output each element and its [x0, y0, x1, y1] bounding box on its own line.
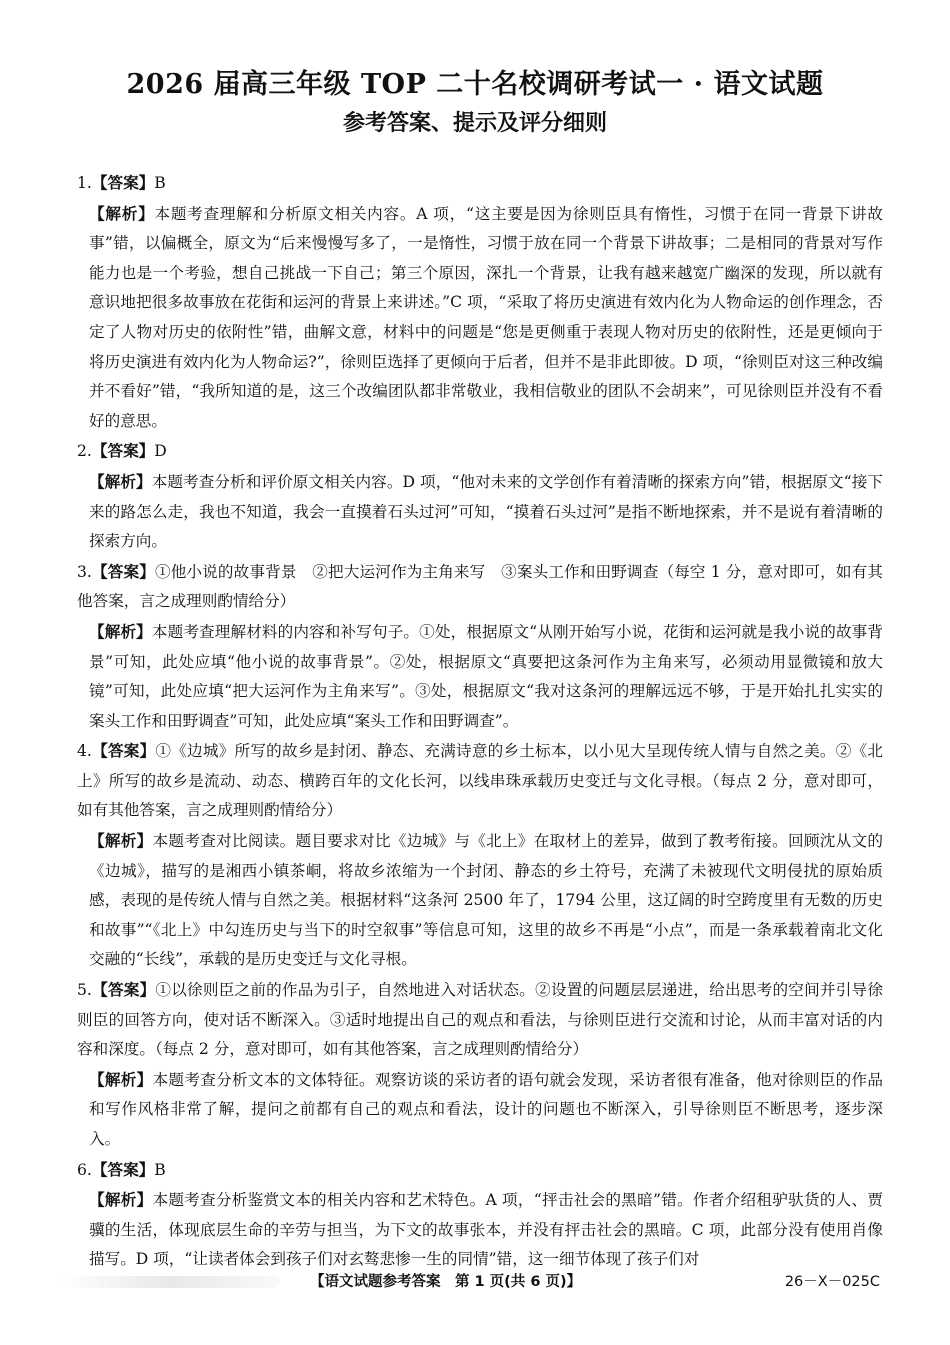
answer-text: ①以徐则臣之前的作品为引子，自然地进入对话状态。②设置的问题层层递进，给出思考的空间并引导徐则臣的回答方向，使对话不断深入。③适时地提出自己的观点和看法，与徐则臣进行交流和讨论，从而丰富对话的内容和深度。（每点 2 分，意对即可，如有其他答案，言之成理则酌情给分） — [77, 981, 883, 1059]
analysis-label: 【解析】 — [89, 1190, 153, 1210]
answer-text: ①《边城》所写的故乡是封闭、静态、充满诗意的乡土标本，以小见大呈现传统人情与自然之美。②《北上》所写的故乡是流动、动态、横跨百年的文化长河，以线串珠承载历史变迁与文化寻根。（每点 2 分，意对即可，如有其他答案，言之成理则酌情给分） — [77, 742, 883, 820]
question-answer-line — [77, 436, 883, 467]
analysis-text: 本题考查理解和分析原文相关内容。A 项，“这主要是因为徐则臣具有惰性，习惯于在同一背景下讲故事”错，以偏概全，原文为“后来慢慢写多了，一是惰性，习惯于放在同一个背景下讲故事；二是相同的背景对写作能力也是一个考验，想自己挑战一下自己；第三个原因，深扎一个背景，让我有越来越宽广幽深的发现，所以就有意识地把很多故事放在花街和运河的背景上来讲述。”C 项，“采取了将历史演进有效内化为人物命运的创作理念，否定了人物对历史的依附性”错，曲解文意，材料中的问题是“您是更侧重于表现人物对历史的依附性，还是更倾向于将历史演进有效内化为人物命运?”，徐则臣选择了更倾向于后者，但并不是非此即彼。D 项，“徐则臣对这三种改编并不看好”错，“我所知道的是，这三个改编团队都非常敬业，我相信敬业的团队不会胡来”，可见徐则臣并没有不看好的意思。 — [89, 204, 883, 430]
question-4 — [77, 736, 883, 975]
answer-text: D — [154, 442, 167, 461]
question-number: 4. — [77, 742, 92, 761]
answer-label: 【答案】 — [91, 980, 156, 1000]
question-number: 3. — [77, 562, 92, 581]
question-answer-line — [77, 975, 883, 1065]
answer-text: B — [154, 174, 166, 192]
question-answer-line — [77, 557, 883, 617]
answer-label: 【答案】 — [91, 561, 155, 581]
analysis-label: 【解析】 — [89, 621, 152, 641]
footer-code: 26－X－025C — [784, 1274, 880, 1290]
answer-label: 【答案】 — [91, 441, 155, 461]
page-footer — [0, 1270, 950, 1300]
document-title: 2026 届高三年级 TOP 二十名校调研考试一 · 语文试题 — [126, 69, 824, 100]
analysis-text: 本题考查理解材料的内容和补写句子。①处，根据原文“从刚开始写小说，花街和运河就是我小说的故事背景”可知，此处应填“他小说的故事背景”。②处，根据原文“真要把这条河作为主角来写，必须动用显微镜和放大镜”可知，此处应填“把大运河作为主角来写”。③处，根据原文“我对这条河的理解远远不够，于是开始扎扎实实的案头工作和田野调查”可知，此处应填“案头工作和田野调查”。 — [89, 622, 883, 730]
answer-label: 【答案】 — [91, 173, 155, 192]
analysis-paragraph — [77, 617, 883, 736]
analysis-label: 【解析】 — [89, 1069, 153, 1089]
answer-text: B — [154, 1160, 166, 1179]
question-answer-line — [77, 1155, 883, 1186]
footer-page-info: 【语文试题参考答案 第 1 页(共 6 页)】 — [310, 1274, 582, 1290]
analysis-paragraph — [77, 467, 883, 557]
analysis-paragraph — [77, 1065, 883, 1155]
question-6 — [77, 1155, 883, 1275]
analysis-label: 【解析】 — [89, 203, 155, 223]
question-number: 1. — [77, 174, 92, 192]
answer-label: 【答案】 — [91, 741, 156, 761]
question-number: 2. — [77, 442, 92, 461]
question-answer-line — [77, 168, 883, 199]
analysis-text: 本题考查对比阅读。题目要求对比《边城》与《北上》在取材上的差异，做到了教考衔接。回顾沈从文的《边城》，描写的是湘西小镇茶峒，将故乡浓缩为一个封闭、静态的乡土符号，充满了未被现代文明侵扰的原始质感，表现的是传统人情与自然之美。根据材料“这条河 2500 年了，1794 公里，这辽阔的时空跨度里有无数的历史和故事”“《北上》中勾连历史与当下的时空叙事”等信息可知，这里的故乡不再是“小点”，而是一条承载着南北文化交融的“长线”，承载的是历史变迁与文化寻根。 — [89, 832, 883, 969]
analysis-paragraph — [77, 826, 883, 975]
analysis-paragraph — [77, 1185, 883, 1275]
question-2 — [77, 436, 883, 556]
analysis-text: 本题考查分析和评价原文相关内容。D 项，“他对未来的文学创作有着清晰的探索方向”错，根据原文“接下来的路怎么走，我也不知道，我会一直摸着石头过河”可知，“摸着石头过河”是指不断地探索，并不是说有着清晰的探索方向。 — [89, 472, 883, 551]
question-1 — [77, 168, 883, 436]
answer-content — [77, 168, 883, 1275]
analysis-paragraph — [77, 199, 883, 437]
answer-label: 【答案】 — [91, 1159, 155, 1179]
question-number: 6. — [77, 1160, 92, 1179]
question-answer-line — [77, 736, 883, 826]
answer-text: ①他小说的故事背景 ②把大运河作为主角来写 ③案头工作和田野调查（每空 1 分，意对即可，如有其他答案，言之成理则酌情给分） — [77, 562, 883, 611]
analysis-text: 本题考查分析文本的文体特征。观察访谈的采访者的语句就会发现，采访者很有准备，他对徐则臣的作品和写作风格非常了解，提问之前都有自己的观点和看法，设计的问题也不断深入，引导徐则臣不断思考，逐步深入。 — [89, 1070, 883, 1148]
question-3 — [77, 557, 883, 737]
question-number: 5. — [77, 981, 92, 1000]
question-5 — [77, 975, 883, 1155]
analysis-text: 本题考查分析鉴赏文本的相关内容和艺术特色。A 项，“抨击社会的黑暗”错。作者介绍租驴驮货的人、贾骥的生活，体现底层生命的辛劳与担当，为下文的故事张本，并没有抨击社会的黑暗。C 项，此部分没有使用肖像描写。D 项，“让读者体会到孩子们对玄骜悲惨一生的同情”错，这一细节体现了孩子们对 — [89, 1191, 883, 1269]
analysis-label: 【解析】 — [89, 831, 153, 851]
analysis-label: 【解析】 — [89, 471, 152, 491]
document-subtitle: 参考答案、提示及评分细则 — [342, 111, 607, 136]
